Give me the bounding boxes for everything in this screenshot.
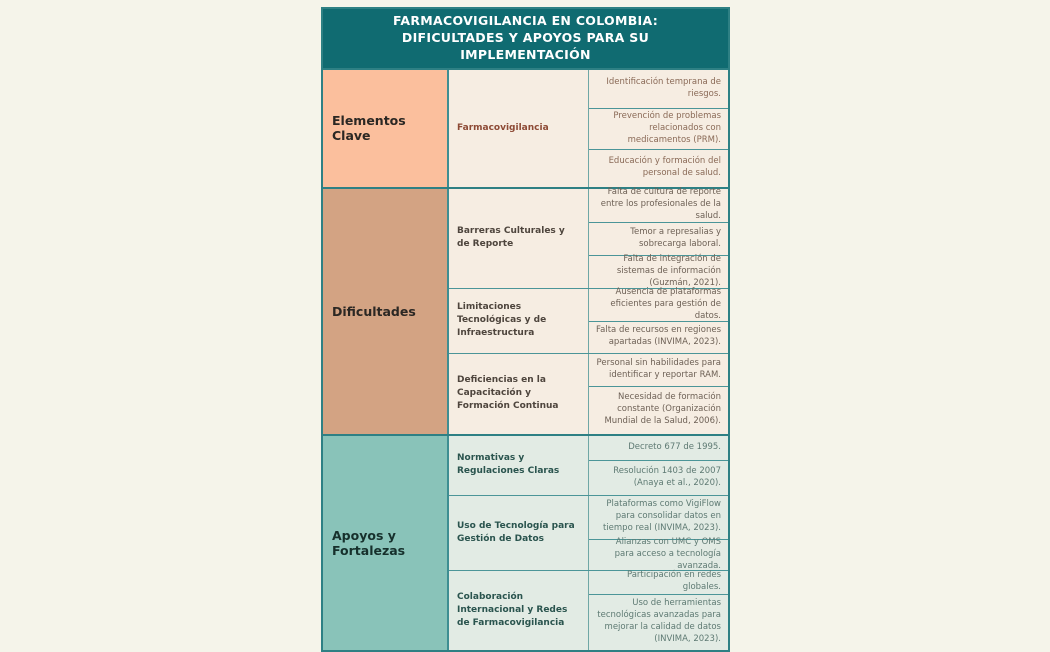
subcategory-label: Colaboración Internacional y Redes de Farmacovigilancia	[449, 571, 589, 650]
section-label-apoyos-y-fortalezas: Apoyos y Fortalezas	[323, 436, 449, 650]
subcategory-label: Limitaciones Tecnológicas y de Infraestructura	[449, 289, 589, 353]
section-dificultades	[323, 187, 728, 434]
item-cell: Participación en redes globales.	[589, 571, 728, 594]
item-list	[589, 496, 728, 570]
item-cell: Prevención de problemas relacionados con medicamentos (PRM).	[589, 108, 728, 149]
item-list	[589, 70, 728, 187]
item-cell: Plataformas como VigiFlow para consolidar datos en tiempo real (INVIMA, 2023).	[589, 496, 728, 539]
item-cell: Resolución 1403 de 2007 (Anaya et al., 2020).	[589, 460, 728, 495]
item-cell: Necesidad de formación constante (Organización Mundial de la Salud, 2006).	[589, 386, 728, 434]
item-cell: Identificación temprana de riesgos.	[589, 70, 728, 108]
group-uso-tecnologia	[449, 495, 728, 570]
page-title: FARMACOVIGILANCIA EN COLOMBIA: DIFICULTADES Y APOYOS PARA SU IMPLEMENTACIÓN	[393, 13, 658, 62]
group-deficiencias-capacitacion	[449, 353, 728, 434]
item-list	[589, 189, 728, 288]
subcategory-label: Normativas y Regulaciones Claras	[449, 436, 589, 495]
item-cell: Falta de cultura de reporte entre los profesionales de la salud.	[589, 189, 728, 222]
group-normativas-regulaciones	[449, 436, 728, 495]
section-groups	[449, 70, 728, 187]
item-cell: Falta de recursos en regiones apartadas (INVIMA, 2023).	[589, 321, 728, 353]
title-bar	[323, 9, 728, 70]
subcategory-label: Farmacovigilancia	[449, 70, 589, 187]
item-cell: Educación y formación del personal de salud.	[589, 149, 728, 187]
subcategory-label: Deficiencias en la Capacitación y Formación Continua	[449, 354, 589, 434]
item-cell: Uso de herramientas tecnológicas avanzadas para mejorar la calidad de datos (INVIMA, 2023).	[589, 594, 728, 650]
item-cell: Alianzas con UMC y OMS para acceso a tecnología avanzada.	[589, 539, 728, 570]
subcategory-label: Uso de Tecnología para Gestión de Datos	[449, 496, 589, 570]
subcategory-label: Barreras Culturales y de Reporte	[449, 189, 589, 288]
section-elementos-clave	[323, 70, 728, 187]
item-cell: Personal sin habilidades para identificar y reportar RAM.	[589, 354, 728, 386]
section-label-dificultades: Dificultades	[323, 189, 449, 434]
group-farmacovigilancia	[449, 70, 728, 187]
section-label-elementos-clave: Elementos Clave	[323, 70, 449, 187]
section-apoyos-y-fortalezas	[323, 434, 728, 650]
item-cell: Ausencia de plataformas eficientes para gestión de datos.	[589, 289, 728, 321]
group-colaboracion-internacional	[449, 570, 728, 650]
item-cell: Falta de integración de sistemas de información (Guzmán, 2021).	[589, 255, 728, 288]
item-list	[589, 354, 728, 434]
item-list	[589, 436, 728, 495]
item-list	[589, 286, 728, 353]
section-groups	[449, 436, 728, 650]
item-cell: Temor a represalias y sobrecarga laboral.	[589, 222, 728, 255]
section-groups	[449, 189, 728, 434]
item-cell: Decreto 677 de 1995.	[589, 436, 728, 460]
group-barreras-culturales	[449, 189, 728, 288]
infographic-table	[321, 7, 730, 652]
group-limitaciones-tecnologicas	[449, 288, 728, 353]
item-list	[589, 571, 728, 650]
